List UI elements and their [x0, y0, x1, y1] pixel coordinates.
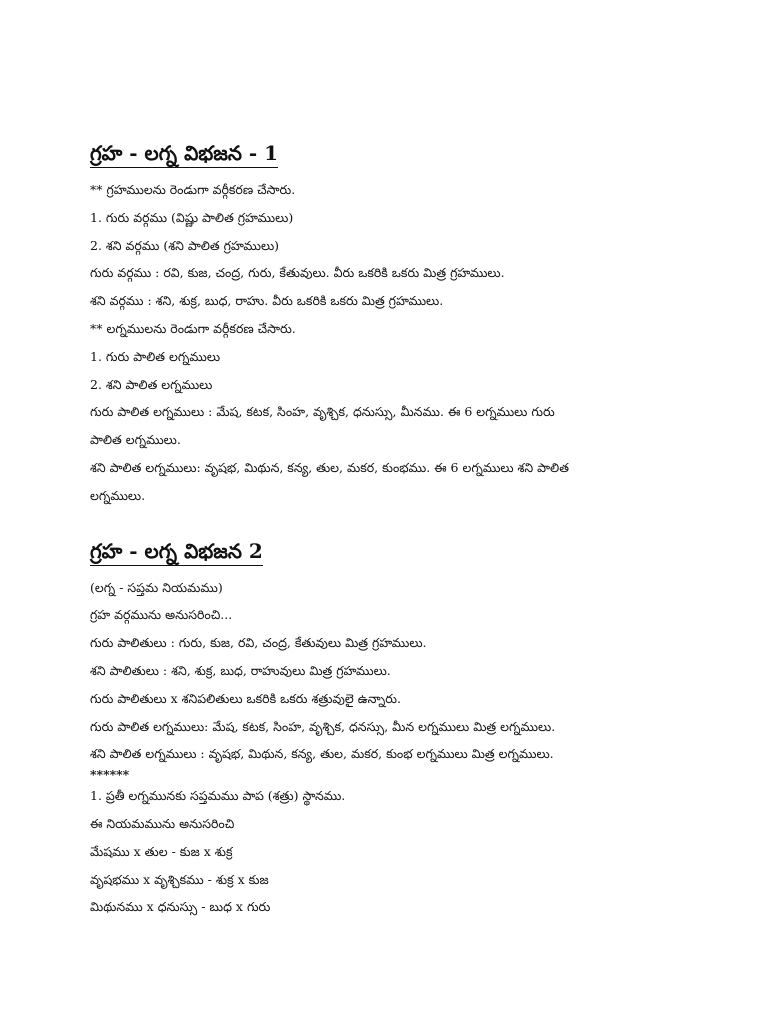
section-1-body	[90, 176, 690, 510]
text-line: 1. గురు పాలిత లగ్నములు	[90, 348, 221, 364]
text-line: (లగ్న - సప్తమ నియమము)	[90, 579, 223, 595]
text-line: పాలిత లగ్నములు.	[90, 432, 181, 448]
document-page	[90, 140, 690, 921]
text-line: గురు పాలిత లగ్నములు: మేష, కటక, సింహ, వృశ్చిక, ధనస్సు, మీన లగ్నములు మిత్ర లగ్నములు.	[90, 718, 556, 734]
text-line: గురు పాలితులు x శనిపలితులు ఒకరికి ఒకరు శత్రువులై ఉన్నారు.	[90, 690, 401, 706]
text-line: ** గ్రహములను రెండుగా వర్గీకరణ చేసారు.	[90, 182, 296, 197]
text-line: 2. శని వర్గము (శని పాలిత గ్రహములు)	[90, 237, 280, 253]
text-line: ** లగ్నములను రెండుగా వర్గీకరణ చేసారు.	[90, 320, 296, 336]
text-line: శని పాలిత లగ్నములు: వృషభ, మిథున, కన్య, తుల, మకర, కుంభము. ఈ 6 లగ్నములు శని పాలిత	[90, 459, 569, 475]
text-line: మేషము x తుల - కుజ x శుక్ర	[90, 843, 233, 859]
text-line: 1. గురు వర్గము (విష్ణు పాలిత గ్రహములు)	[90, 209, 294, 225]
text-line: 2. శని పాలిత లగ్నములు	[90, 376, 213, 392]
text-line: గురు వర్గము : రవి, కుజ, చంద్ర, గురు, కేతువులు. వీరు ఒకరికి ఒకరు మిత్ర గ్రహములు.	[90, 265, 505, 281]
section-1-heading: గ్రహ - లగ్న విభజన - 1	[90, 140, 278, 168]
text-line: 1. ప్రతీ లగ్నమునకు సప్తమము పాప (శత్రు) స్థానము.	[90, 788, 346, 804]
section-gap	[90, 510, 690, 538]
separator-stars: ******	[90, 767, 130, 783]
text-line: ఈ నియమమును అనుసరించి	[90, 815, 235, 831]
text-line: గ్రహ వర్గమును అనుసరించి...	[90, 607, 233, 623]
text-line: శని పాలిత లగ్నములు : వృషభ, మిథున, కన్య, తుల, మకర, కుంభ లగ్నములు మిత్ర లగ్నములు.	[90, 746, 554, 762]
text-line: మిథునము x ధనుస్సు - బుధ x గురు	[90, 899, 271, 915]
text-line: గురు పాలిత లగ్నములు : మేష, కటక, సింహ, వృశ్చిక, ధనుస్సు, మీనము. ఈ 6 లగ్నములు గురు	[90, 404, 555, 420]
section-2-heading: గ్రహ - లగ్న విభజన 2	[90, 538, 263, 566]
text-line: వృషభము x వృశ్చికము - శుక్ర x కుజ	[90, 871, 269, 887]
section-2-body	[90, 574, 690, 922]
text-line: శని పాలితులు : శని, శుక్ర, బుధ, రాహువులు మిత్ర గ్రహములు.	[90, 662, 391, 678]
text-line: లగ్నములు.	[90, 487, 146, 503]
text-line: శని వర్గము : శని, శుక్ర, బుధ, రాహు. వీరు ఒకరికి ఒకరు మిత్ర గ్రహములు.	[90, 293, 444, 309]
text-line: గురు పాలితులు : గురు, కుజ, రవి, చంద్ర, కేతువులు మిత్ర గ్రహములు.	[90, 635, 427, 651]
